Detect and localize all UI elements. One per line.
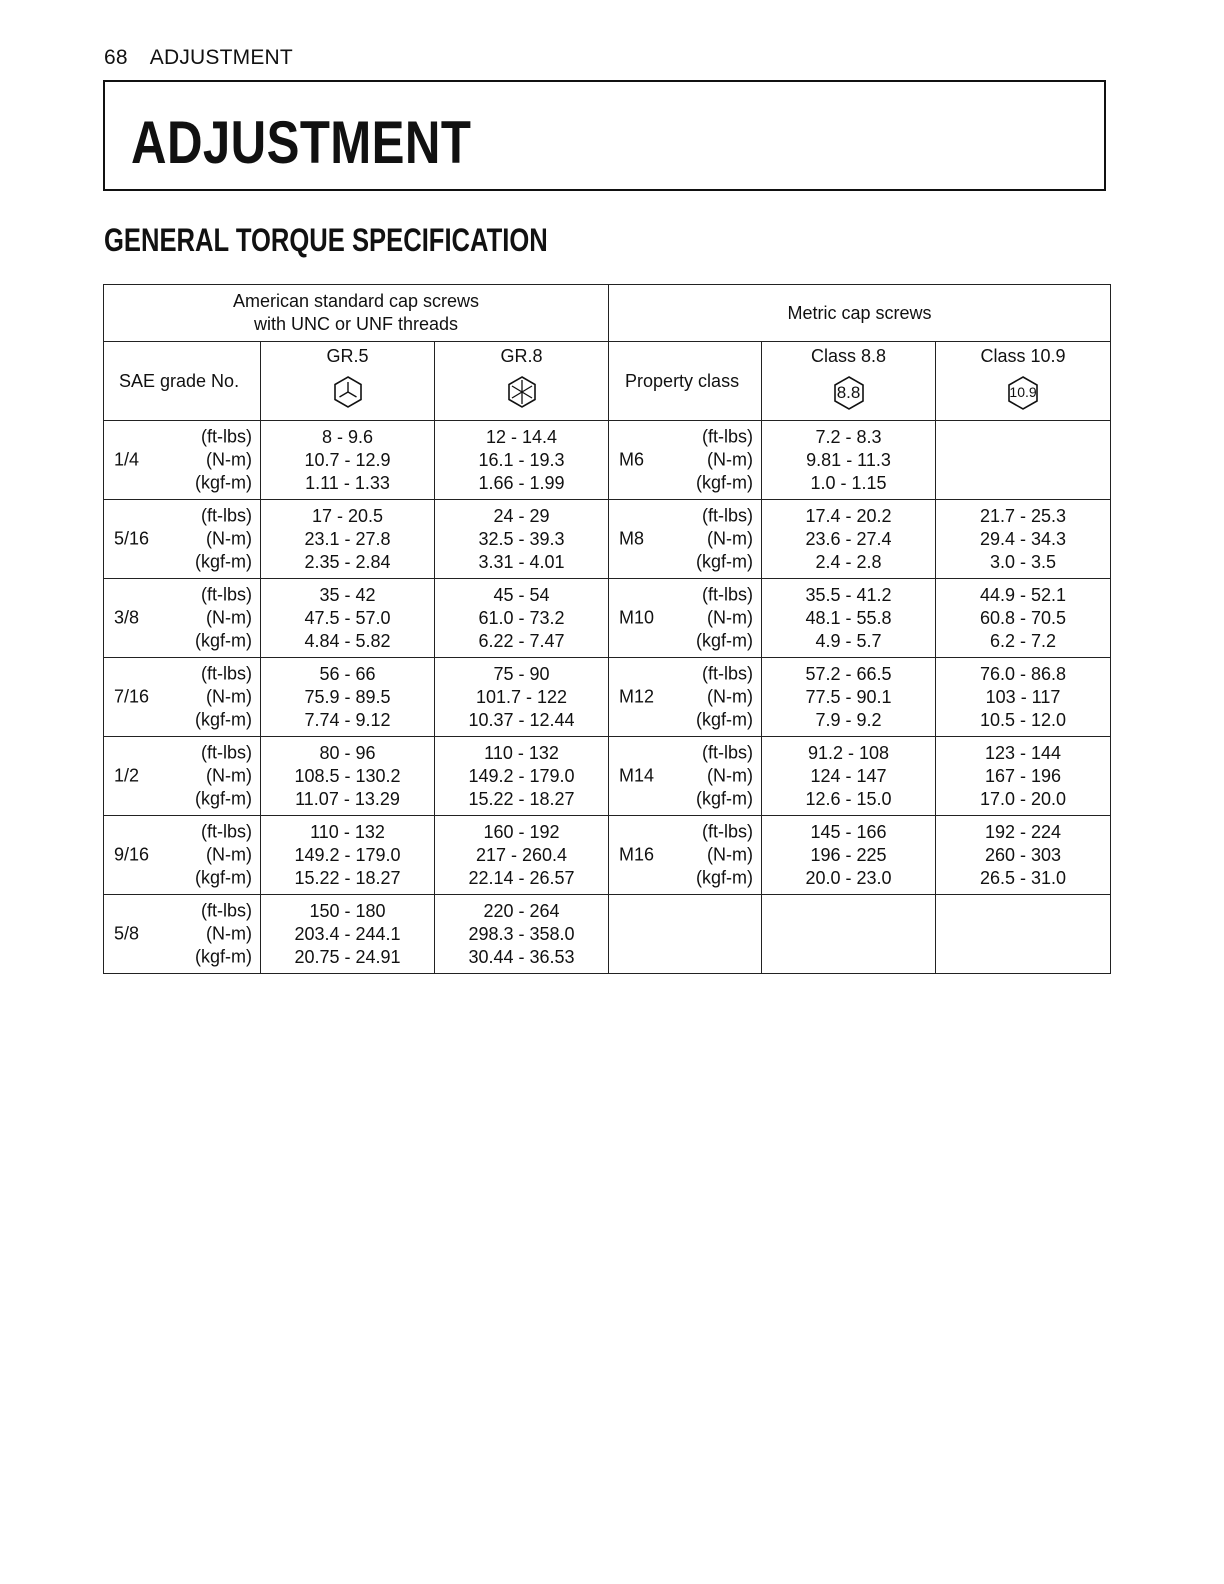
class109-label: Class 10.9 bbox=[980, 346, 1066, 366]
american-header bbox=[104, 285, 609, 342]
units-list bbox=[195, 584, 252, 653]
value-kgf-m: 4.9 - 5.7 bbox=[815, 630, 882, 651]
unit-ft-lbs: (ft-lbs) bbox=[702, 663, 754, 684]
value-n-m: 167 - 196 bbox=[985, 765, 1062, 786]
value-ft-lbs: 145 - 166 bbox=[810, 821, 887, 842]
units-list bbox=[195, 426, 252, 495]
class109-values bbox=[936, 895, 1111, 974]
gr5-values bbox=[261, 421, 435, 500]
running-section-title: ADJUSTMENT bbox=[149, 46, 293, 69]
units-list bbox=[696, 742, 753, 811]
value-ft-lbs: 220 - 264 bbox=[483, 900, 560, 921]
page-number: 68 bbox=[104, 46, 128, 69]
sae-size: 9/16 bbox=[114, 844, 150, 865]
gr5-values bbox=[261, 816, 435, 895]
unit-ft-lbs: (ft-lbs) bbox=[201, 426, 252, 447]
class88-values bbox=[762, 895, 936, 974]
class88-values bbox=[762, 658, 936, 737]
table-row bbox=[104, 421, 1111, 500]
unit-n-m: (N-m) bbox=[707, 844, 754, 865]
value-ft-lbs: 80 - 96 bbox=[319, 742, 376, 763]
metric-size-cell bbox=[609, 421, 762, 500]
value-ft-lbs: 110 - 132 bbox=[484, 742, 559, 763]
unit-ft-lbs: (ft-lbs) bbox=[201, 900, 252, 921]
metric-size-cell bbox=[609, 500, 762, 579]
value-kgf-m: 6.2 - 7.2 bbox=[990, 630, 1057, 651]
units-list bbox=[195, 900, 252, 969]
unit-kgf-m: (kgf-m) bbox=[195, 551, 252, 572]
units-list bbox=[195, 505, 252, 574]
units-list bbox=[696, 505, 753, 574]
value-n-m: 149.2 - 179.0 bbox=[468, 765, 575, 786]
unit-n-m: (N-m) bbox=[206, 686, 252, 707]
sae-size-cell bbox=[104, 421, 261, 500]
unit-n-m: (N-m) bbox=[707, 607, 754, 628]
value-ft-lbs: 75 - 90 bbox=[493, 663, 550, 684]
table-row bbox=[104, 658, 1111, 737]
class88-values bbox=[762, 816, 936, 895]
value-kgf-m: 20.0 - 23.0 bbox=[805, 867, 892, 888]
unit-n-m: (N-m) bbox=[206, 607, 252, 628]
value-ft-lbs: 7.2 - 8.3 bbox=[815, 426, 882, 447]
unit-kgf-m: (kgf-m) bbox=[195, 867, 252, 888]
sae-size-cell bbox=[104, 658, 261, 737]
gr5-label: GR.5 bbox=[326, 346, 369, 366]
value-n-m: 196 - 225 bbox=[810, 844, 887, 865]
value-ft-lbs: 12 - 14.4 bbox=[485, 426, 558, 447]
unit-n-m: (N-m) bbox=[206, 923, 252, 944]
value-n-m: 101.7 - 122 bbox=[475, 686, 568, 707]
gr8-label: GR.8 bbox=[500, 346, 543, 366]
sae-size-cell bbox=[104, 816, 261, 895]
metric-size: M8 bbox=[619, 528, 645, 549]
sae-size: 3/8 bbox=[114, 607, 140, 628]
value-ft-lbs: 150 - 180 bbox=[309, 900, 386, 921]
value-ft-lbs: 91.2 - 108 bbox=[808, 742, 890, 763]
table-row bbox=[104, 500, 1111, 579]
gr8-values bbox=[435, 816, 609, 895]
value-kgf-m: 3.0 - 3.5 bbox=[990, 551, 1057, 572]
gr8-header bbox=[435, 342, 609, 421]
unit-n-m: (N-m) bbox=[206, 765, 252, 786]
metric-size-cell bbox=[609, 816, 762, 895]
gr5-values bbox=[261, 895, 435, 974]
class88-mark-text: 8.8 bbox=[836, 383, 861, 402]
value-ft-lbs: 17.4 - 20.2 bbox=[805, 505, 892, 526]
sae-grade-header: SAE grade No. bbox=[104, 342, 261, 421]
gr8-values bbox=[435, 579, 609, 658]
class88-values bbox=[762, 421, 936, 500]
table-group-header-row bbox=[104, 285, 1111, 342]
value-ft-lbs: 35.5 - 41.2 bbox=[805, 584, 892, 605]
value-kgf-m: 12.6 - 15.0 bbox=[805, 788, 892, 809]
table-row bbox=[104, 737, 1111, 816]
metric-size-cell bbox=[609, 895, 762, 974]
units-list bbox=[195, 742, 252, 811]
metric-size: M16 bbox=[619, 844, 655, 865]
unit-kgf-m: (kgf-m) bbox=[195, 788, 252, 809]
value-n-m: 29.4 - 34.3 bbox=[980, 528, 1067, 549]
units-list bbox=[195, 821, 252, 890]
unit-ft-lbs: (ft-lbs) bbox=[702, 742, 754, 763]
sae-size-cell bbox=[104, 895, 261, 974]
value-kgf-m: 2.35 - 2.84 bbox=[304, 551, 391, 572]
sae-size-cell bbox=[104, 500, 261, 579]
value-kgf-m: 15.22 - 18.27 bbox=[294, 867, 401, 888]
value-ft-lbs: 21.7 - 25.3 bbox=[980, 505, 1067, 526]
unit-ft-lbs: (ft-lbs) bbox=[702, 584, 754, 605]
class109-values bbox=[936, 500, 1111, 579]
value-n-m: 32.5 - 39.3 bbox=[478, 528, 565, 549]
class88-label: Class 8.8 bbox=[811, 346, 887, 366]
value-ft-lbs: 45 - 54 bbox=[493, 584, 550, 605]
class109-values bbox=[936, 421, 1111, 500]
value-kgf-m: 26.5 - 31.0 bbox=[980, 867, 1067, 888]
value-n-m: 47.5 - 57.0 bbox=[304, 607, 391, 628]
value-kgf-m: 10.37 - 12.44 bbox=[468, 709, 575, 730]
table-row bbox=[104, 816, 1111, 895]
value-n-m: 75.9 - 89.5 bbox=[304, 686, 391, 707]
value-kgf-m: 1.0 - 1.15 bbox=[810, 472, 887, 493]
section-title: GENERAL TORQUE SPECIFICATION bbox=[104, 222, 548, 258]
value-n-m: 217 - 260.4 bbox=[475, 844, 568, 865]
american-header-line2: with UNC or UNF threads bbox=[253, 314, 459, 334]
unit-ft-lbs: (ft-lbs) bbox=[201, 505, 252, 526]
gr8-values bbox=[435, 658, 609, 737]
american-header-line1: American standard cap screws bbox=[232, 291, 480, 311]
metric-size: M6 bbox=[619, 449, 645, 470]
class109-values bbox=[936, 816, 1111, 895]
units-list bbox=[195, 663, 252, 732]
gr5-values bbox=[261, 579, 435, 658]
running-header bbox=[104, 46, 293, 70]
torque-spec-table bbox=[103, 284, 1111, 974]
sae-size-cell bbox=[104, 737, 261, 816]
value-kgf-m: 22.14 - 26.57 bbox=[468, 867, 575, 888]
sae-size: 1/4 bbox=[114, 449, 140, 470]
units-list bbox=[696, 663, 753, 732]
chapter-title-box bbox=[103, 80, 1106, 191]
unit-ft-lbs: (ft-lbs) bbox=[702, 505, 754, 526]
unit-kgf-m: (kgf-m) bbox=[696, 472, 754, 493]
value-kgf-m: 3.31 - 4.01 bbox=[478, 551, 565, 572]
value-ft-lbs: 24 - 29 bbox=[493, 505, 550, 526]
unit-kgf-m: (kgf-m) bbox=[195, 630, 252, 651]
unit-ft-lbs: (ft-lbs) bbox=[201, 584, 252, 605]
class109-values bbox=[936, 579, 1111, 658]
value-n-m: 260 - 303 bbox=[985, 844, 1062, 865]
unit-n-m: (N-m) bbox=[707, 449, 754, 470]
value-n-m: 203.4 - 244.1 bbox=[294, 923, 401, 944]
value-kgf-m: 7.74 - 9.12 bbox=[304, 709, 391, 730]
table-row bbox=[104, 579, 1111, 658]
unit-kgf-m: (kgf-m) bbox=[195, 709, 252, 730]
metric-size: M12 bbox=[619, 686, 655, 707]
sae-size: 7/16 bbox=[114, 686, 150, 707]
sae-size: 5/8 bbox=[114, 923, 140, 944]
value-kgf-m: 10.5 - 12.0 bbox=[980, 709, 1067, 730]
value-ft-lbs: 57.2 - 66.5 bbox=[805, 663, 892, 684]
value-kgf-m: 1.11 - 1.33 bbox=[305, 472, 390, 493]
property-class-header: Property class bbox=[609, 342, 762, 421]
gr8-values bbox=[435, 737, 609, 816]
value-n-m: 149.2 - 179.0 bbox=[294, 844, 401, 865]
unit-ft-lbs: (ft-lbs) bbox=[702, 426, 754, 447]
value-ft-lbs: 35 - 42 bbox=[319, 584, 376, 605]
metric-size: M14 bbox=[619, 765, 655, 786]
value-kgf-m: 4.84 - 5.82 bbox=[304, 630, 391, 651]
unit-n-m: (N-m) bbox=[707, 686, 754, 707]
value-kgf-m: 1.66 - 1.99 bbox=[478, 472, 565, 493]
value-n-m: 108.5 - 130.2 bbox=[294, 765, 401, 786]
gr8-head-mark-icon bbox=[505, 375, 539, 409]
class109-head-mark bbox=[1005, 375, 1041, 411]
class88-head-mark bbox=[831, 375, 867, 411]
value-kgf-m: 6.22 - 7.47 bbox=[478, 630, 565, 651]
value-n-m: 60.8 - 70.5 bbox=[980, 607, 1067, 628]
unit-ft-lbs: (ft-lbs) bbox=[201, 663, 252, 684]
value-ft-lbs: 17 - 20.5 bbox=[311, 505, 384, 526]
gr5-header bbox=[261, 342, 435, 421]
value-n-m: 61.0 - 73.2 bbox=[478, 607, 565, 628]
value-kgf-m: 15.22 - 18.27 bbox=[468, 788, 575, 809]
value-ft-lbs: 192 - 224 bbox=[985, 821, 1062, 842]
value-n-m: 16.1 - 19.3 bbox=[478, 449, 565, 470]
unit-kgf-m: (kgf-m) bbox=[195, 946, 252, 967]
value-kgf-m: 11.07 - 13.29 bbox=[295, 788, 400, 809]
value-ft-lbs: 160 - 192 bbox=[483, 821, 560, 842]
gr5-head-mark-icon bbox=[331, 375, 365, 409]
unit-kgf-m: (kgf-m) bbox=[696, 867, 754, 888]
class88-values bbox=[762, 737, 936, 816]
table-column-header-row bbox=[104, 342, 1111, 421]
value-ft-lbs: 110 - 132 bbox=[310, 821, 385, 842]
unit-n-m: (N-m) bbox=[707, 765, 754, 786]
gr5-values bbox=[261, 737, 435, 816]
value-n-m: 77.5 - 90.1 bbox=[805, 686, 892, 707]
class88-header bbox=[762, 342, 936, 421]
value-n-m: 103 - 117 bbox=[985, 686, 1061, 707]
class109-mark-text: 10.9 bbox=[1009, 384, 1037, 400]
value-n-m: 23.1 - 27.8 bbox=[304, 528, 391, 549]
metric-size: M10 bbox=[619, 607, 655, 628]
sae-size-cell bbox=[104, 579, 261, 658]
value-ft-lbs: 44.9 - 52.1 bbox=[980, 584, 1067, 605]
value-ft-lbs: 8 - 9.6 bbox=[321, 426, 374, 447]
unit-ft-lbs: (ft-lbs) bbox=[201, 821, 252, 842]
gr8-values bbox=[435, 500, 609, 579]
sae-size: 1/2 bbox=[114, 765, 140, 786]
torque-rows bbox=[104, 421, 1111, 974]
metric-size-cell bbox=[609, 737, 762, 816]
unit-ft-lbs: (ft-lbs) bbox=[201, 742, 252, 763]
value-n-m: 48.1 - 55.8 bbox=[805, 607, 892, 628]
gr5-values bbox=[261, 500, 435, 579]
unit-kgf-m: (kgf-m) bbox=[696, 709, 754, 730]
value-ft-lbs: 56 - 66 bbox=[319, 663, 376, 684]
value-n-m: 124 - 147 bbox=[810, 765, 887, 786]
unit-ft-lbs: (ft-lbs) bbox=[702, 821, 754, 842]
value-kgf-m: 17.0 - 20.0 bbox=[980, 788, 1067, 809]
class109-values bbox=[936, 737, 1111, 816]
value-ft-lbs: 76.0 - 86.8 bbox=[980, 663, 1067, 684]
value-n-m: 10.7 - 12.9 bbox=[304, 449, 391, 470]
unit-kgf-m: (kgf-m) bbox=[195, 472, 252, 493]
class88-values bbox=[762, 579, 936, 658]
value-n-m: 23.6 - 27.4 bbox=[805, 528, 892, 549]
class109-header bbox=[936, 342, 1111, 421]
unit-kgf-m: (kgf-m) bbox=[696, 788, 754, 809]
chapter-title: ADJUSTMENT bbox=[131, 109, 472, 176]
value-kgf-m: 7.9 - 9.2 bbox=[815, 709, 882, 730]
value-kgf-m: 30.44 - 36.53 bbox=[468, 946, 575, 967]
class109-values bbox=[936, 658, 1111, 737]
unit-n-m: (N-m) bbox=[206, 449, 252, 470]
sae-size: 5/16 bbox=[114, 528, 150, 549]
units-list bbox=[696, 584, 753, 653]
metric-size-cell bbox=[609, 658, 762, 737]
unit-n-m: (N-m) bbox=[206, 844, 252, 865]
gr8-values bbox=[435, 895, 609, 974]
unit-n-m: (N-m) bbox=[707, 528, 754, 549]
gr5-values bbox=[261, 658, 435, 737]
table-row bbox=[104, 895, 1111, 974]
value-ft-lbs: 123 - 144 bbox=[985, 742, 1062, 763]
unit-kgf-m: (kgf-m) bbox=[696, 630, 754, 651]
gr8-values bbox=[435, 421, 609, 500]
value-n-m: 298.3 - 358.0 bbox=[468, 923, 575, 944]
metric-header: Metric cap screws bbox=[609, 285, 1111, 342]
value-kgf-m: 20.75 - 24.91 bbox=[294, 946, 401, 967]
unit-n-m: (N-m) bbox=[206, 528, 252, 549]
class88-values bbox=[762, 500, 936, 579]
metric-size-cell bbox=[609, 579, 762, 658]
units-list bbox=[696, 426, 753, 495]
units-list bbox=[696, 821, 753, 890]
value-kgf-m: 2.4 - 2.8 bbox=[815, 551, 882, 572]
value-n-m: 9.81 - 11.3 bbox=[806, 449, 891, 470]
unit-kgf-m: (kgf-m) bbox=[696, 551, 754, 572]
